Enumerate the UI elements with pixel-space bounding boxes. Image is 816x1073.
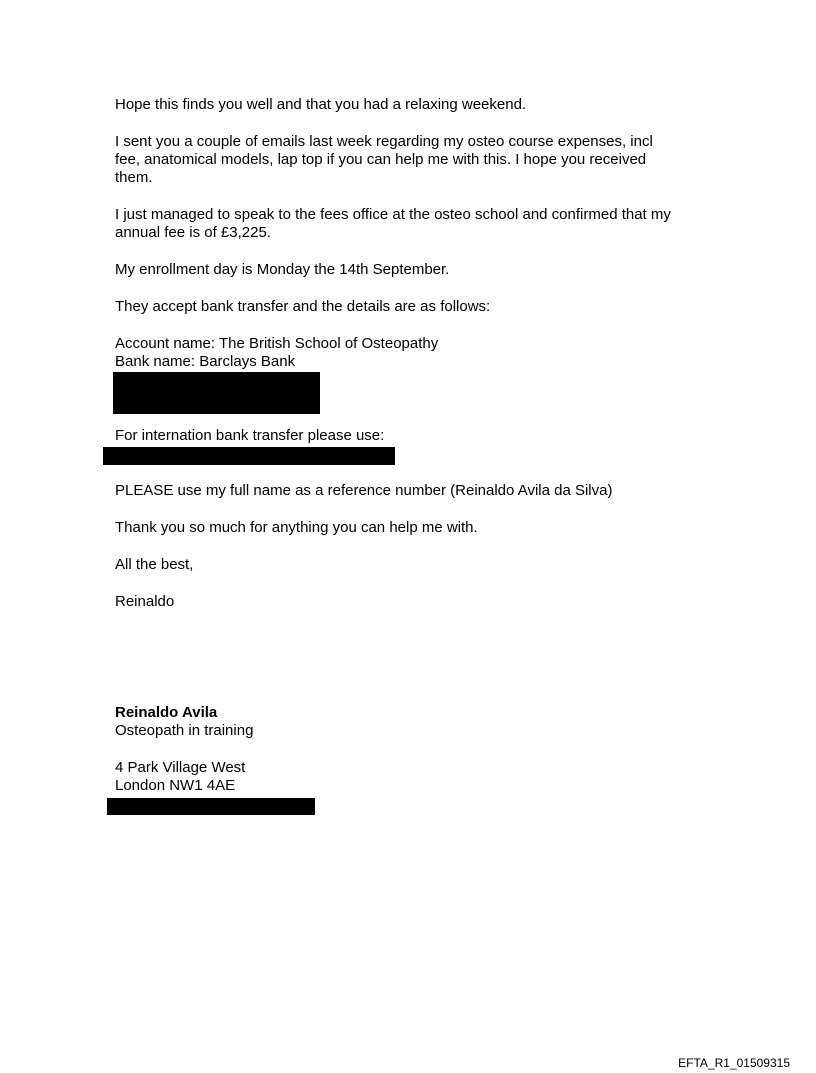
account-name-line: Account name: The British School of Osteopathy [115,335,439,352]
reference-line: PLEASE use my full name as a reference number (Reinaldo Avila da Silva) [115,482,613,499]
emails-paragraph-line-1: I sent you a couple of emails last week regarding my osteo course expenses, incl [115,133,653,150]
closing-line: All the best, [115,556,194,573]
address-line-1: 4 Park Village West [115,759,246,776]
redaction-bar-contact [107,798,315,815]
emails-paragraph-line-3: them. [115,169,153,186]
signature-name: Reinaldo Avila [115,704,218,721]
redaction-bar-bank-details [113,372,320,414]
enrollment-line: My enrollment day is Monday the 14th September. [115,261,450,278]
address-line-2: London NW1 4AE [115,777,236,794]
fees-paragraph-line-1: I just managed to speak to the fees office at the osteo school and confirmed that my [115,206,671,223]
sign-first-name: Reinaldo [115,593,175,610]
redaction-bar-international [103,447,395,465]
bank-intro-line: They accept bank transfer and the details are as follows: [115,298,491,315]
emails-paragraph-line-2: fee, anatomical models, lap top if you can help me with this. I hope you received [115,151,647,168]
bank-name-line: Bank name: Barclays Bank [115,353,296,370]
international-transfer-line: For internation bank transfer please use: [115,427,385,444]
document-id: EFTA_R1_01509315 [678,1056,790,1070]
signature-title: Osteopath in training [115,722,254,739]
fees-paragraph-line-2: annual fee is of £3,225. [115,224,271,241]
greeting-line: Hope this finds you well and that you had a relaxing weekend. [115,96,527,113]
thanks-line: Thank you so much for anything you can help me with. [115,519,478,536]
